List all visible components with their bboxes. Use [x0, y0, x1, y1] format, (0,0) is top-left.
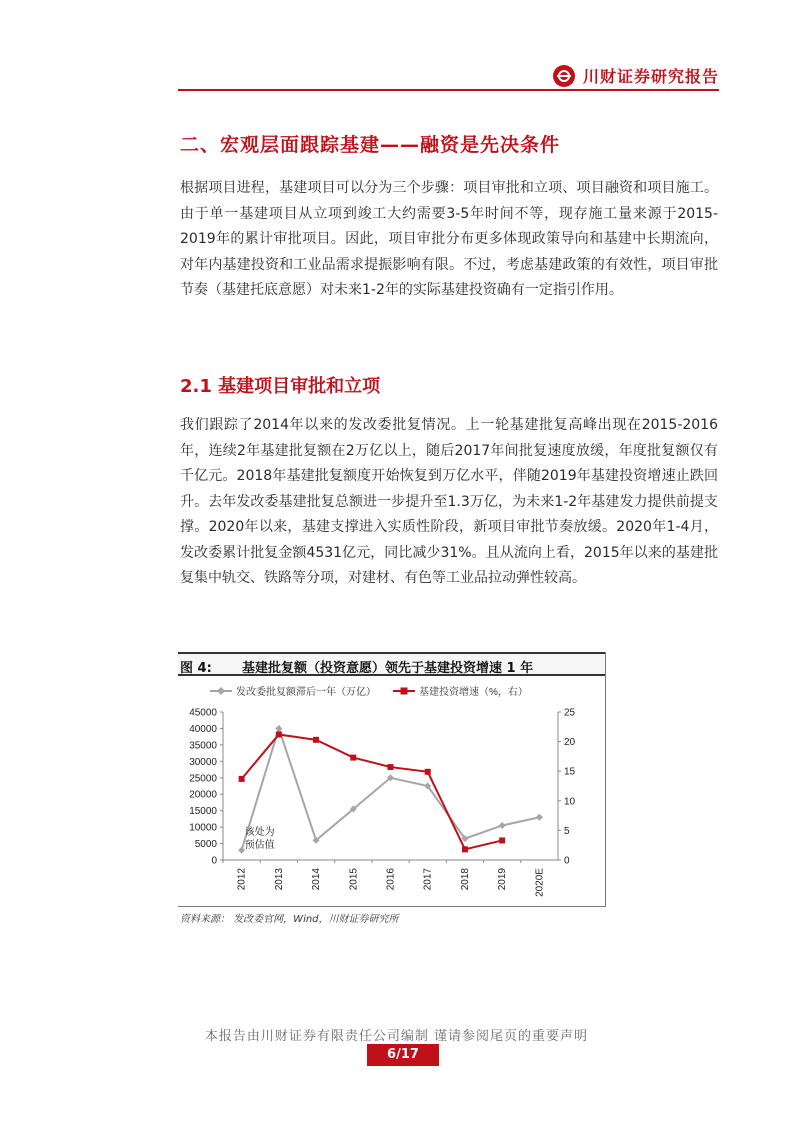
legend-marker-growth — [401, 688, 408, 695]
data-point-square — [388, 764, 394, 770]
x-tick-label: 2015 — [348, 868, 360, 891]
series-line — [242, 728, 540, 850]
line-chart — [178, 676, 605, 906]
header-brand — [553, 64, 719, 87]
data-point-square — [462, 846, 468, 852]
right-tick-label: 5 — [564, 825, 570, 837]
left-tick-label: 15000 — [189, 806, 217, 818]
legend-label-approvals: 发改委批复额滞后一年（万亿） — [236, 687, 376, 698]
figure-source: 资料来源： 发改委官网，Wind，川财证券研究所 — [180, 914, 399, 925]
data-point-square — [276, 731, 282, 737]
figure-4 — [178, 652, 606, 907]
chart-legend — [210, 685, 528, 698]
data-point-square — [425, 769, 431, 775]
right-tick-label: 15 — [564, 766, 576, 778]
left-tick-label: 30000 — [189, 756, 217, 768]
figure-label: 图 4: — [180, 661, 212, 676]
paragraph-2: 我们跟踪了2014年以来的发改委批复情况。上一轮基建批复高峰出现在2015-2016年，连续2年基建批复额在2万亿以上，随后2017年间批复速度放缓，年度批复额仅有千亿元。2018年基建批复额度开始恢复到万亿水平，伴随2019年基建投资增速止跌回升。去年发改委基建批复总额进一步提升至1.3万亿，为未来1-2年基建发力提供前提支撑。2020年以来，基建支撑进入实质性阶段，新项目审批节奏放缓。2020年1-4月，发改委累计批复金额4531亿元，同比减少31%。且从流向上看，2015年以来的基建批复集中轨交、铁路等分项，对建材、有色等工业品拉动弹性较高。 — [180, 417, 718, 586]
left-tick-label: 20000 — [189, 789, 217, 801]
right-tick-label: 20 — [564, 737, 576, 749]
figure-caption: 基建批复额（投资意愿）领先于基建投资增速 1 年 — [242, 661, 534, 676]
data-point-diamond — [275, 725, 282, 732]
left-tick-label: 45000 — [189, 707, 217, 719]
right-tick-label: 10 — [564, 796, 576, 808]
left-tick-label: 35000 — [189, 740, 217, 752]
chart-axes — [189, 708, 575, 897]
section-title: 二、宏观层面跟踪基建——融资是先决条件 — [180, 134, 561, 156]
legend-marker-approvals — [217, 687, 225, 695]
data-point-square — [350, 755, 356, 761]
right-tick-label: 0 — [564, 855, 570, 867]
figure-title-bar — [178, 652, 605, 676]
left-tick-label: 5000 — [194, 839, 217, 851]
chart-series — [238, 725, 543, 854]
chart-annotation-text: 预估值 — [244, 840, 275, 851]
x-tick-label: 2012 — [236, 868, 248, 891]
left-tick-label: 25000 — [189, 773, 217, 785]
brand-name: 川财证券研究报告 — [582, 67, 719, 86]
left-tick-label: 40000 — [189, 723, 217, 735]
x-tick-label: 2018 — [459, 868, 471, 891]
left-tick-label: 0 — [211, 855, 217, 867]
chart-annotations — [245, 825, 275, 851]
paragraph-1: 根据项目进程，基建项目可以分为三个步骤：项目审批和立项、项目融资和项目施工。由于单一基建项目从立项到竣工大约需要3-5年时间不等，现存施工量来源于2015-2019年的累计审批项目。因此，项目审批分布更多体现政策导向和基建中长期流向，对年内基建投资和工业品需求提振影响有限。不过，考虑基建政策的有效性，项目审批节奏（基建托底意愿）对未来1-2年的实际基建投资确有一定指引作用。 — [180, 180, 718, 298]
header-divider — [178, 89, 719, 91]
page-number: 6/17 — [367, 1044, 439, 1066]
data-point-square — [499, 837, 505, 843]
data-point-square — [313, 737, 319, 743]
data-point-diamond — [499, 822, 506, 829]
x-tick-label: 2020E — [534, 868, 546, 897]
series-line — [242, 734, 503, 849]
right-tick-label: 25 — [564, 707, 576, 719]
footer-disclaimer: 本报告由川财证券有限责任公司编制 谨请参阅尾页的重要声明 — [204, 1029, 589, 1044]
x-tick-label: 2014 — [311, 868, 323, 891]
company-logo-icon — [553, 65, 575, 87]
data-point-diamond — [536, 814, 543, 821]
subsection-title: 2.1 基建项目审批和立项 — [180, 376, 381, 397]
legend-label-growth: 基建投资增速（%，右） — [419, 687, 528, 698]
chart-annotation-text: 该处为 — [244, 827, 275, 838]
x-tick-label: 2013 — [273, 868, 285, 891]
x-tick-label: 2016 — [385, 868, 397, 891]
left-tick-label: 10000 — [189, 822, 217, 834]
x-tick-label: 2017 — [422, 868, 434, 891]
x-tick-label: 2019 — [497, 868, 509, 891]
data-point-square — [239, 776, 245, 782]
